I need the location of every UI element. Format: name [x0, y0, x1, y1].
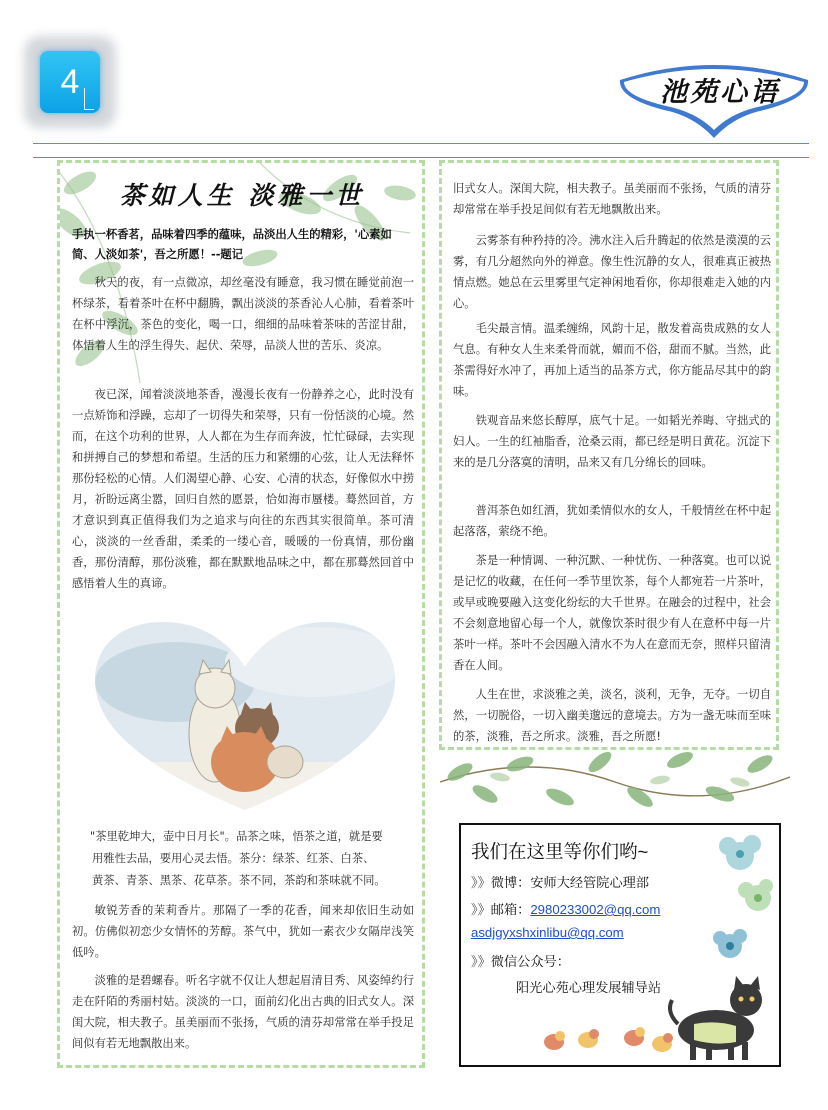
- paragraph: 淡雅的是碧螺春。听名字就不仅让人想起眉清目秀、风姿绰约行走在阡陌的秀丽村姑。淡淡的一口，面前幻化出古典的旧式女人。深闺大院，相夫教子。虽美丽而不张扬，气质的清芬却常常在举手投足间似有若无地飘散出来。: [72, 974, 414, 1050]
- paragraph: 敏锐芳香的茉莉香片。那隔了一季的花香，闻来却依旧生动如初。仿佛似初恋少女情怀的芳醇。茶气中，犹如一素衣少女隔岸浅笑低吟。: [72, 904, 414, 959]
- paragraph: 普洱茶色如红酒，犹如柔情似水的女人，千般情丝在杯中起起落落，萦绕不绝。: [453, 504, 771, 538]
- wechat-label: 》》微信公众号：: [471, 954, 570, 969]
- email-line-secondary: [471, 925, 624, 940]
- paragraph: 夜已深，闻着淡淡地茶香，漫漫长夜有一份静养之心，此时没有一点矫饰和浮躁，忘却了一切得失和荣辱，只有一份恬淡的心境。然而，在这个功利的世界，人人都在为生存而奔波，忙忙碌碌，去实现和拼搏自己的梦想和希望。生活的压力和紧绷的心弦，让人无法释怀那份轻松的心情。人们渴望心静、心安、心清的状态，好像似水中捞月，祈盼远离尘嚣，回归自然的愿景，恰如海市蜃楼。蓦然回首，方才意识到真正值得我们为之追求与向往的东西其实很简单。茶可清心，淡淡的一丝香甜，柔柔的一缕心音，暖暖的一份真情，那份幽香，那份清醇，那份淡雅，都在默默地品味之中，都在那蓦然回首中感悟着人生的真谛。: [72, 388, 414, 590]
- vine-decoration: [440, 742, 790, 824]
- wechat-name: 阳光心苑心理发展辅导站: [516, 980, 662, 995]
- email-link-secondary[interactable]: asdjgyxshxinlibu@qq.com: [471, 925, 624, 940]
- quote-line: "茶里乾坤大，壶中日月长"。品茶之味，悟茶之道，就是要: [90, 830, 383, 843]
- quote-line: 黄茶、青茶、黑茶、花草茶。茶不同，茶韵和茶味就不同。: [92, 874, 386, 887]
- header-rule-top: [33, 143, 809, 144]
- email-label: 》》邮箱：: [471, 902, 531, 917]
- paragraph: 云雾茶有种矜持的冷。沸水注入后升腾起的依然是漠漠的云雾，有几分超然向外的禅意。像生性沉静的女人，很难真正被热情点燃。她总在云里雾里气定神闲地看你，你却很难走入她的内心。: [453, 234, 771, 310]
- page-number-mark: [84, 88, 94, 110]
- header-rule-bottom: [33, 157, 809, 158]
- paragraph: 旧式女人。深闺大院，相夫教子。虽美丽而不张扬，气质的清芬却常常在举手投足间似有若无地飘散出来。: [453, 182, 771, 216]
- paragraph: 人生在世，求淡雅之美，淡名，淡利，无争，无夺。一切自然，一切脱俗，一切入幽美邈远的意境去。方为一盏无味而至味的茶，淡雅，吾之所求。淡雅，吾之所愿!: [453, 688, 771, 743]
- birds-illustration: [540, 1022, 680, 1058]
- paragraph: 铁观音品来悠长醇厚，底气十足。一如韬光养晦、守拙式的妇人。一生的红袖脂香，沧桑云雨，都已经是明日黄花。沉淀下来的是几分落寞的清明，品来又有几分绵长的回味。: [453, 414, 771, 469]
- header-title: 池苑心语: [660, 77, 780, 108]
- article-title: 茶如人生 淡雅一世: [119, 181, 365, 210]
- weibo-line: 》》微博：安师大经管院心理部: [471, 875, 650, 890]
- article-intro: 手执一杯香茗，品味着四季的蕴味，品淡出人生的精彩，'心素如简、人淡如茶'，吾之所愿！--题记: [72, 228, 392, 261]
- contact-title: 我们在这里等你们哟~: [471, 841, 649, 862]
- tea-quote: [86, 826, 416, 892]
- quote-line: 用雅性去品，要用心灵去悟。茶分：绿茶、红茶、白茶、: [92, 852, 375, 865]
- paragraph: 秋天的夜，有一点微凉，却丝毫没有睡意，我习惯在睡觉前泡一杯绿茶，看着茶叶在杯中翻腾，飘出淡淡的茶香沁人心肺，看着茶叶在杯中浮沉，茶色的变化，喝一口，细细的品味着茶味的苦涩甘甜，体悟着人生的浮生得失、起伏、荣辱，品淡人世的苦乐、炎凉。: [72, 276, 414, 352]
- flowers-decoration: [700, 826, 780, 976]
- heart-cats-illustration: [95, 622, 395, 810]
- paragraph: 毛尖最言情。温柔缠绵，风韵十足，散发着高贵成熟的女人气息。有种女人生来柔骨而就，媚而不俗，甜而不腻。当然，此茶需得好水冲了，再加上适当的品茶方式，你方能品尽其中的韵味。: [453, 322, 771, 398]
- page-number: 4: [60, 62, 80, 101]
- email-link-primary[interactable]: 2980233002@qq.com: [530, 902, 661, 917]
- paragraph: 茶是一种情调、一种沉默、一种忧伤、一种落寞。也可以说是记忆的收藏，在任何一季节里饮茶，每个人都宛若一片茶叶，或早或晚要融入这变化纷纭的大千世界。在融会的过程中，社会不会刻意地留心每一个人，就像饮茶时很少有人在意杯中每一片茶叶一样。茶叶不会因融入清水不为人在意而无奈，照样只留清香在人间。: [453, 554, 771, 672]
- email-line: [471, 899, 660, 918]
- cat-illustration: [666, 972, 778, 1064]
